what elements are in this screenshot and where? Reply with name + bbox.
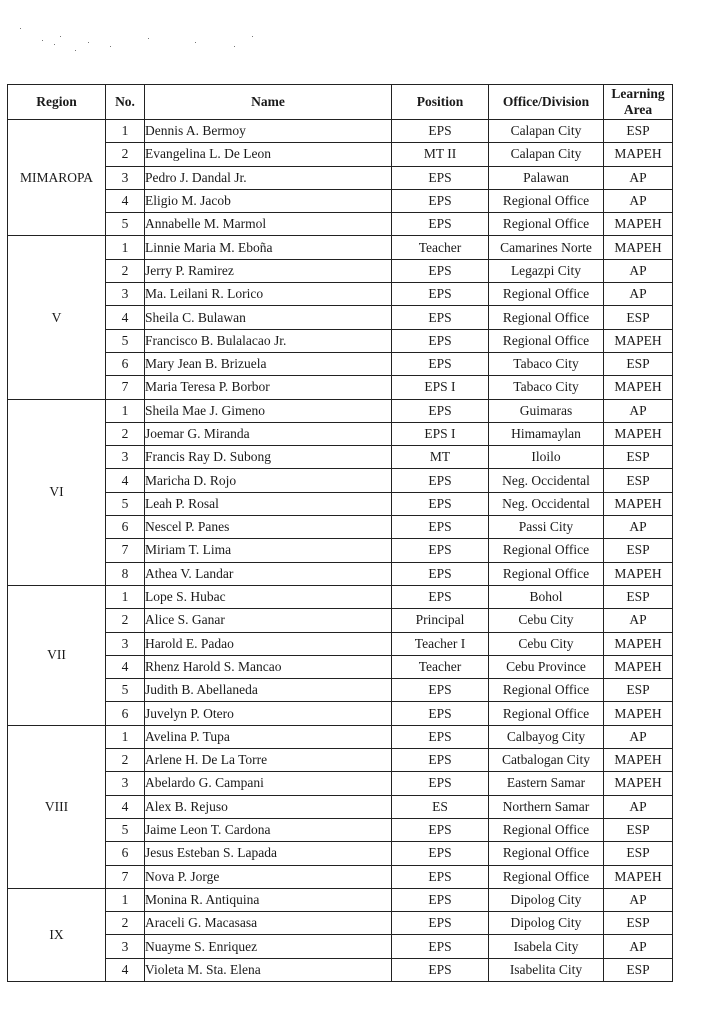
name-cell: Jesus Esteban S. Lapada xyxy=(145,842,392,865)
table-row xyxy=(8,679,673,702)
row-number-cell: 7 xyxy=(106,376,145,399)
office-cell: Guimaras xyxy=(489,399,604,422)
name-cell: Violeta M. Sta. Elena xyxy=(145,958,392,981)
table-row xyxy=(8,283,673,306)
row-number-cell: 5 xyxy=(106,213,145,236)
region-cell: VII xyxy=(8,585,106,725)
learning-area-cell: ESP xyxy=(604,352,673,375)
learning-area-cell: AP xyxy=(604,795,673,818)
position-cell: EPS xyxy=(392,818,489,841)
row-number-cell: 3 xyxy=(106,632,145,655)
position-cell: EPS xyxy=(392,702,489,725)
table-row xyxy=(8,446,673,469)
position-cell: Teacher xyxy=(392,236,489,259)
office-cell: Tabaco City xyxy=(489,352,604,375)
position-cell: EPS xyxy=(392,562,489,585)
table-row xyxy=(8,213,673,236)
learning-area-cell: MAPEH xyxy=(604,236,673,259)
office-cell: Regional Office xyxy=(489,213,604,236)
table-row xyxy=(8,422,673,445)
position-cell: MT xyxy=(392,446,489,469)
table-row xyxy=(8,306,673,329)
office-cell: Iloilo xyxy=(489,446,604,469)
header-row xyxy=(8,85,673,120)
office-cell: Regional Office xyxy=(489,189,604,212)
roster-body xyxy=(8,120,673,982)
learning-area-cell: ESP xyxy=(604,818,673,841)
office-cell: Eastern Samar xyxy=(489,772,604,795)
position-cell: Principal xyxy=(392,609,489,632)
name-cell: Juvelyn P. Otero xyxy=(145,702,392,725)
name-cell: Monina R. Antiquina xyxy=(145,888,392,911)
learning-area-cell: MAPEH xyxy=(604,213,673,236)
position-cell: EPS xyxy=(392,492,489,515)
name-cell: Linnie Maria M. Eboña xyxy=(145,236,392,259)
learning-area-cell: AP xyxy=(604,609,673,632)
name-cell: Jaime Leon T. Cardona xyxy=(145,818,392,841)
table-row xyxy=(8,236,673,259)
row-number-cell: 3 xyxy=(106,283,145,306)
row-number-cell: 1 xyxy=(106,399,145,422)
header-no: No. xyxy=(106,85,145,120)
position-cell: EPS xyxy=(392,469,489,492)
office-cell: Regional Office xyxy=(489,702,604,725)
position-cell: Teacher I xyxy=(392,632,489,655)
position-cell: EPS xyxy=(392,120,489,143)
row-number-cell: 2 xyxy=(106,259,145,282)
table-row xyxy=(8,166,673,189)
office-cell: Isabela City xyxy=(489,935,604,958)
header-position: Position xyxy=(392,85,489,120)
office-cell: Regional Office xyxy=(489,539,604,562)
name-cell: Alex B. Rejuso xyxy=(145,795,392,818)
row-number-cell: 2 xyxy=(106,143,145,166)
row-number-cell: 2 xyxy=(106,749,145,772)
office-cell: Legazpi City xyxy=(489,259,604,282)
name-cell: Miriam T. Lima xyxy=(145,539,392,562)
name-cell: Annabelle M. Marmol xyxy=(145,213,392,236)
learning-area-cell: MAPEH xyxy=(604,422,673,445)
learning-area-cell: AP xyxy=(604,189,673,212)
office-cell: Regional Office xyxy=(489,818,604,841)
position-cell: EPS xyxy=(392,259,489,282)
table-row xyxy=(8,376,673,399)
position-cell: EPS xyxy=(392,865,489,888)
office-cell: Camarines Norte xyxy=(489,236,604,259)
table-row xyxy=(8,539,673,562)
name-cell: Alice S. Ganar xyxy=(145,609,392,632)
row-number-cell: 2 xyxy=(106,609,145,632)
name-cell: Mary Jean B. Brizuela xyxy=(145,352,392,375)
name-cell: Maria Teresa P. Borbor xyxy=(145,376,392,399)
name-cell: Leah P. Rosal xyxy=(145,492,392,515)
name-cell: Dennis A. Bermoy xyxy=(145,120,392,143)
table-row xyxy=(8,912,673,935)
table-row xyxy=(8,329,673,352)
region-cell: VI xyxy=(8,399,106,585)
office-cell: Passi City xyxy=(489,516,604,539)
learning-area-cell: MAPEH xyxy=(604,632,673,655)
position-cell: EPS xyxy=(392,842,489,865)
row-number-cell: 6 xyxy=(106,842,145,865)
region-cell: VIII xyxy=(8,725,106,888)
name-cell: Athea V. Landar xyxy=(145,562,392,585)
row-number-cell: 6 xyxy=(106,352,145,375)
name-cell: Evangelina L. De Leon xyxy=(145,143,392,166)
row-number-cell: 1 xyxy=(106,888,145,911)
position-cell: EPS xyxy=(392,516,489,539)
row-number-cell: 5 xyxy=(106,329,145,352)
name-cell: Joemar G. Miranda xyxy=(145,422,392,445)
header-learning-area-line1: Learning xyxy=(611,86,665,101)
row-number-cell: 1 xyxy=(106,585,145,608)
position-cell: ES xyxy=(392,795,489,818)
position-cell: EPS xyxy=(392,585,489,608)
table-row xyxy=(8,725,673,748)
row-number-cell: 1 xyxy=(106,725,145,748)
learning-area-cell: AP xyxy=(604,399,673,422)
name-cell: Sheila Mae J. Gimeno xyxy=(145,399,392,422)
office-cell: Regional Office xyxy=(489,283,604,306)
office-cell: Regional Office xyxy=(489,562,604,585)
office-cell: Palawan xyxy=(489,166,604,189)
office-cell: Regional Office xyxy=(489,329,604,352)
name-cell: Francisco B. Bulalacao Jr. xyxy=(145,329,392,352)
position-cell: EPS I xyxy=(392,422,489,445)
row-number-cell: 4 xyxy=(106,655,145,678)
table-row xyxy=(8,352,673,375)
office-cell: Calbayog City xyxy=(489,725,604,748)
name-cell: Eligio M. Jacob xyxy=(145,189,392,212)
office-cell: Dipolog City xyxy=(489,888,604,911)
row-number-cell: 5 xyxy=(106,492,145,515)
name-cell: Rhenz Harold S. Mancao xyxy=(145,655,392,678)
row-number-cell: 4 xyxy=(106,958,145,981)
office-cell: Neg. Occidental xyxy=(489,492,604,515)
table-row xyxy=(8,469,673,492)
table-row xyxy=(8,189,673,212)
row-number-cell: 3 xyxy=(106,935,145,958)
row-number-cell: 6 xyxy=(106,516,145,539)
position-cell: EPS xyxy=(392,539,489,562)
learning-area-cell: ESP xyxy=(604,679,673,702)
office-cell: Catbalogan City xyxy=(489,749,604,772)
name-cell: Sheila C. Bulawan xyxy=(145,306,392,329)
region-cell: V xyxy=(8,236,106,399)
table-row xyxy=(8,492,673,515)
learning-area-cell: MAPEH xyxy=(604,492,673,515)
roster-table xyxy=(7,84,673,982)
row-number-cell: 3 xyxy=(106,166,145,189)
table-row xyxy=(8,516,673,539)
position-cell: EPS xyxy=(392,679,489,702)
learning-area-cell: ESP xyxy=(604,958,673,981)
name-cell: Arlene H. De La Torre xyxy=(145,749,392,772)
name-cell: Jerry P. Ramirez xyxy=(145,259,392,282)
row-number-cell: 7 xyxy=(106,865,145,888)
position-cell: EPS xyxy=(392,329,489,352)
office-cell: Himamaylan xyxy=(489,422,604,445)
table-row xyxy=(8,888,673,911)
position-cell: EPS xyxy=(392,352,489,375)
position-cell: EPS xyxy=(392,306,489,329)
position-cell: EPS xyxy=(392,725,489,748)
name-cell: Ma. Leilani R. Lorico xyxy=(145,283,392,306)
table-row xyxy=(8,655,673,678)
table-row xyxy=(8,143,673,166)
name-cell: Francis Ray D. Subong xyxy=(145,446,392,469)
row-number-cell: 6 xyxy=(106,702,145,725)
learning-area-cell: AP xyxy=(604,259,673,282)
row-number-cell: 3 xyxy=(106,772,145,795)
row-number-cell: 5 xyxy=(106,679,145,702)
table-row xyxy=(8,749,673,772)
learning-area-cell: AP xyxy=(604,725,673,748)
office-cell: Calapan City xyxy=(489,120,604,143)
office-cell: Calapan City xyxy=(489,143,604,166)
office-cell: Cebu City xyxy=(489,609,604,632)
position-cell: EPS xyxy=(392,912,489,935)
office-cell: Northern Samar xyxy=(489,795,604,818)
table-row xyxy=(8,935,673,958)
office-cell: Isabelita City xyxy=(489,958,604,981)
table-row xyxy=(8,259,673,282)
position-cell: EPS xyxy=(392,166,489,189)
row-number-cell: 5 xyxy=(106,818,145,841)
position-cell: EPS xyxy=(392,213,489,236)
row-number-cell: 8 xyxy=(106,562,145,585)
name-cell: Nescel P. Panes xyxy=(145,516,392,539)
header-office: Office/Division xyxy=(489,85,604,120)
table-row xyxy=(8,120,673,143)
region-cell: MIMAROPA xyxy=(8,120,106,236)
learning-area-cell: ESP xyxy=(604,585,673,608)
scan-noise xyxy=(20,22,280,62)
row-number-cell: 7 xyxy=(106,539,145,562)
learning-area-cell: AP xyxy=(604,935,673,958)
table-row xyxy=(8,562,673,585)
table-row xyxy=(8,399,673,422)
table-row xyxy=(8,865,673,888)
table-row xyxy=(8,585,673,608)
position-cell: EPS xyxy=(392,283,489,306)
name-cell: Nuayme S. Enriquez xyxy=(145,935,392,958)
table-row xyxy=(8,702,673,725)
position-cell: EPS xyxy=(392,189,489,212)
row-number-cell: 2 xyxy=(106,912,145,935)
office-cell: Tabaco City xyxy=(489,376,604,399)
row-number-cell: 3 xyxy=(106,446,145,469)
table-row xyxy=(8,818,673,841)
name-cell: Judith B. Abellaneda xyxy=(145,679,392,702)
name-cell: Abelardo G. Campani xyxy=(145,772,392,795)
header-region: Region xyxy=(8,85,106,120)
name-cell: Nova P. Jorge xyxy=(145,865,392,888)
table-row xyxy=(8,842,673,865)
learning-area-cell: ESP xyxy=(604,446,673,469)
table-row xyxy=(8,772,673,795)
table-row xyxy=(8,609,673,632)
learning-area-cell: ESP xyxy=(604,912,673,935)
row-number-cell: 4 xyxy=(106,795,145,818)
row-number-cell: 1 xyxy=(106,120,145,143)
name-cell: Maricha D. Rojo xyxy=(145,469,392,492)
header-learning-area xyxy=(604,85,673,120)
learning-area-cell: AP xyxy=(604,516,673,539)
office-cell: Regional Office xyxy=(489,306,604,329)
position-cell: EPS I xyxy=(392,376,489,399)
header-name: Name xyxy=(145,85,392,120)
region-cell: IX xyxy=(8,888,106,981)
row-number-cell: 1 xyxy=(106,236,145,259)
learning-area-cell: ESP xyxy=(604,306,673,329)
office-cell: Cebu City xyxy=(489,632,604,655)
header-learning-area-line2: Area xyxy=(623,102,653,117)
learning-area-cell: MAPEH xyxy=(604,376,673,399)
office-cell: Bohol xyxy=(489,585,604,608)
learning-area-cell: MAPEH xyxy=(604,329,673,352)
learning-area-cell: MAPEH xyxy=(604,749,673,772)
position-cell: EPS xyxy=(392,399,489,422)
row-number-cell: 2 xyxy=(106,422,145,445)
name-cell: Araceli G. Macasasa xyxy=(145,912,392,935)
position-cell: EPS xyxy=(392,749,489,772)
learning-area-cell: MAPEH xyxy=(604,865,673,888)
learning-area-cell: MAPEH xyxy=(604,562,673,585)
table-row xyxy=(8,958,673,981)
office-cell: Dipolog City xyxy=(489,912,604,935)
learning-area-cell: AP xyxy=(604,888,673,911)
learning-area-cell: MAPEH xyxy=(604,702,673,725)
table-row xyxy=(8,632,673,655)
office-cell: Cebu Province xyxy=(489,655,604,678)
position-cell: EPS xyxy=(392,935,489,958)
learning-area-cell: ESP xyxy=(604,842,673,865)
learning-area-cell: ESP xyxy=(604,120,673,143)
office-cell: Regional Office xyxy=(489,679,604,702)
name-cell: Lope S. Hubac xyxy=(145,585,392,608)
learning-area-cell: AP xyxy=(604,166,673,189)
learning-area-cell: ESP xyxy=(604,539,673,562)
position-cell: Teacher xyxy=(392,655,489,678)
position-cell: EPS xyxy=(392,888,489,911)
position-cell: EPS xyxy=(392,958,489,981)
name-cell: Pedro J. Dandal Jr. xyxy=(145,166,392,189)
office-cell: Neg. Occidental xyxy=(489,469,604,492)
learning-area-cell: MAPEH xyxy=(604,772,673,795)
name-cell: Avelina P. Tupa xyxy=(145,725,392,748)
learning-area-cell: MAPEH xyxy=(604,143,673,166)
row-number-cell: 4 xyxy=(106,189,145,212)
office-cell: Regional Office xyxy=(489,865,604,888)
table-row xyxy=(8,795,673,818)
office-cell: Regional Office xyxy=(489,842,604,865)
learning-area-cell: MAPEH xyxy=(604,655,673,678)
position-cell: EPS xyxy=(392,772,489,795)
learning-area-cell: AP xyxy=(604,283,673,306)
row-number-cell: 4 xyxy=(106,469,145,492)
name-cell: Harold E. Padao xyxy=(145,632,392,655)
learning-area-cell: ESP xyxy=(604,469,673,492)
position-cell: MT II xyxy=(392,143,489,166)
row-number-cell: 4 xyxy=(106,306,145,329)
